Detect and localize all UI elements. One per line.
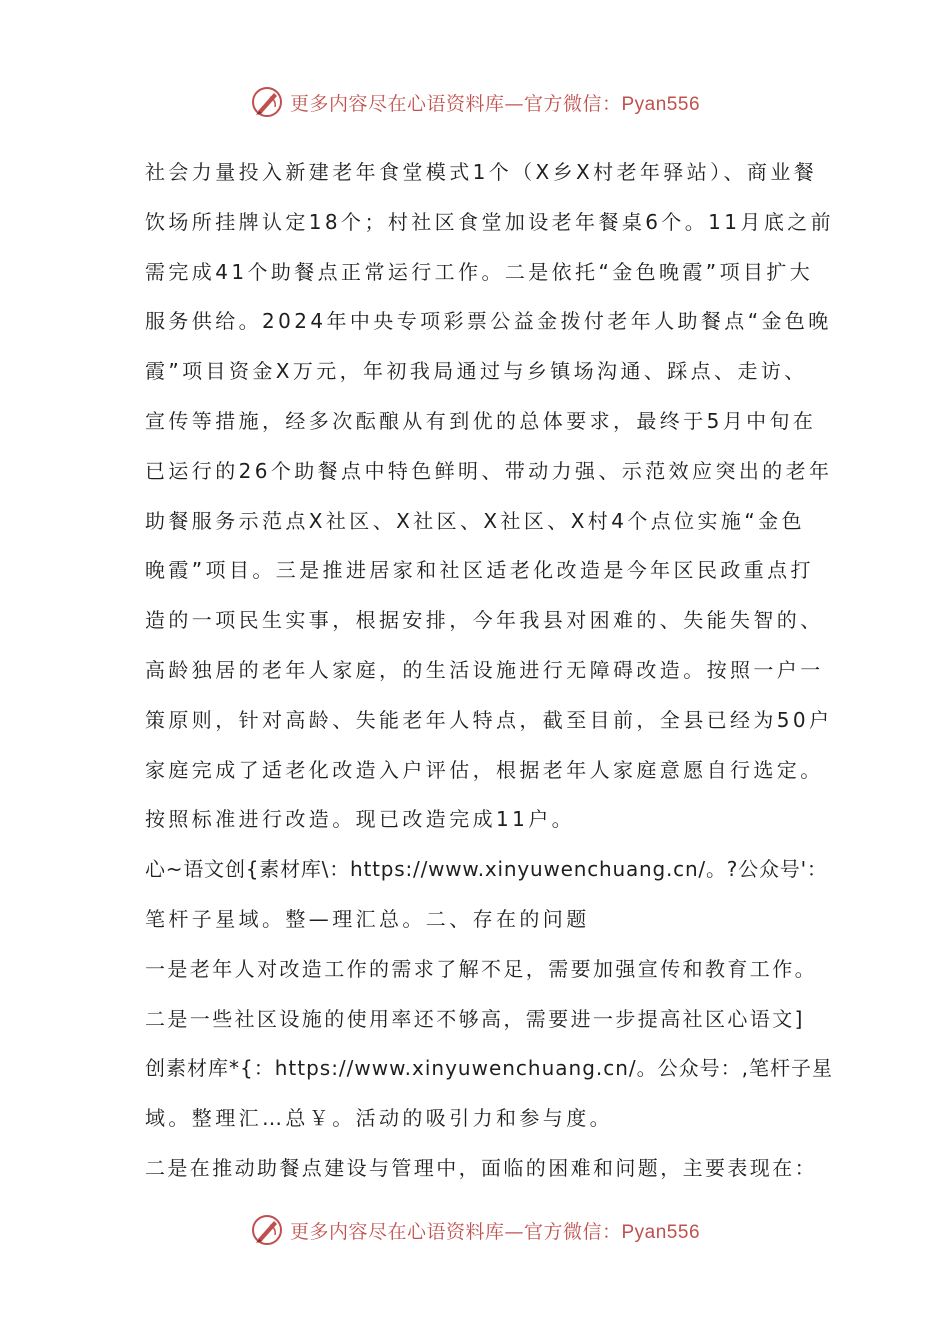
text-line: 家庭完成了适老化改造入户评估，根据老年人家庭意愿自行选定。 <box>145 757 824 782</box>
text-line: 造的一项民生实事，根据安排，今年我县对困难的、失能失智的、 <box>145 608 824 633</box>
text-line: 宣传等措施，经多次酝酿从有到优的总体要求，最终于5月中旬在 <box>145 408 817 433</box>
text-line: 笔杆子星域。整—理汇总。二、存在的问题 <box>145 906 590 931</box>
text-line: 需完成41个助餐点正常运行工作。二是依托“金色晚霞”项目扩大 <box>145 259 814 284</box>
text-line: 晚霞”项目。三是推进居家和社区适老化改造是今年区民政重点打 <box>145 558 814 583</box>
text-line: 饮场所挂牌认定18个；村社区食堂加设老年餐桌6个。11月底之前 <box>145 209 835 234</box>
pen-logo-icon <box>250 1213 284 1247</box>
text-line: 二是一些社区设施的使用率还不够高，需要进一步提高社区心语文] <box>145 1006 805 1031</box>
footer-watermark <box>0 1210 950 1250</box>
text-line: 霞”项目资金X万元，年初我局通过与乡镇场沟通、踩点、走访、 <box>145 359 808 384</box>
text-line: 心~语文创{素材库\：https://www.xinyuwenchuang.cn/。?公众号'： <box>145 857 828 882</box>
text-line: 社会力量投入新建老年食堂模式1个（X乡X村老年驿站）、商业餐 <box>145 160 818 184</box>
text-line: 策原则，针对高龄、失能老年人特点，截至目前，全县已经为50户 <box>145 707 833 732</box>
text-line: 高龄独居的老年人家庭，的生活设施进行无障碍改造。按照一户一 <box>145 657 824 682</box>
text-line: 一是老年人对改造工作的需求了解不足，需要加强宣传和教育工作。 <box>145 956 817 981</box>
text-line: 按照标准进行改造。现已改造完成11户。 <box>145 807 576 832</box>
text-line: 服务供给。2024年中央专项彩票公益金拨付老年人助餐点“金色晚 <box>145 309 832 334</box>
text-line: 助餐服务示范点X社区、X社区、X社区、X村4个点位实施“金色 <box>145 508 805 533</box>
watermark-text: 更多内容尽在心语资料库—官方微信：Pyan556 <box>289 1220 701 1243</box>
watermark-text: 更多内容尽在心语资料库—官方微信：Pyan556 <box>289 92 701 115</box>
header-watermark <box>0 82 950 122</box>
text-line: 创素材库*{：https://www.xinyuwenchuang.cn/。公众号：,笔杆子星 <box>145 1056 834 1081</box>
pen-logo-icon <box>250 85 284 119</box>
text-line: 域。整理汇…总￥。活动的吸引力和参与度。 <box>145 1106 613 1131</box>
text-line: 已运行的26个助餐点中特色鲜明、带动力强、示范效应突出的老年 <box>145 458 833 483</box>
document-body <box>145 148 835 1194</box>
text-line: 二是在推动助餐点建设与管理中，面临的困难和问题，主要表现在： <box>145 1155 817 1180</box>
